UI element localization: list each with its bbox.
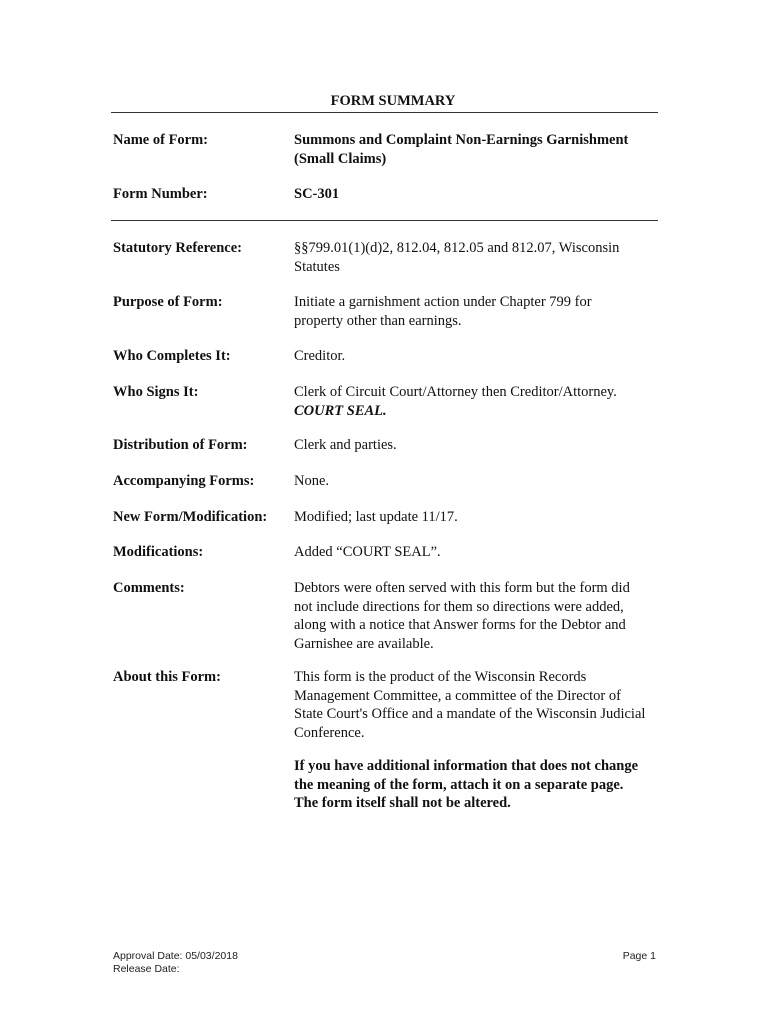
accompanying-forms-value: None. <box>294 473 330 489</box>
about-line: This form is the product of the Wisconsin Records <box>294 669 587 685</box>
section-divider <box>111 220 658 221</box>
comments-line: along with a notice that Answer forms for the Debtor and <box>294 617 626 633</box>
about-line: Conference. <box>294 724 365 741</box>
name-of-form-line: (Small Claims) <box>294 150 387 167</box>
purpose-value <box>294 293 664 330</box>
notice-line: the meaning of the form, attach it on a separate page. <box>294 776 624 793</box>
about-label: About this Form: <box>113 669 221 685</box>
statutory-reference-label: Statutory Reference: <box>113 240 242 256</box>
purpose-line: property other than earnings. <box>294 312 462 329</box>
who-completes-value: Creditor. <box>294 348 346 364</box>
footer-dates <box>113 950 238 976</box>
form-number-value: SC-301 <box>294 186 340 202</box>
page-title: FORM SUMMARY <box>330 93 456 109</box>
name-of-form-value <box>294 131 664 168</box>
distribution-label: Distribution of Form: <box>113 437 248 453</box>
new-modification-value: Modified; last update 11/17. <box>294 509 458 525</box>
page-number: Page 1 <box>622 950 656 962</box>
form-number-label: Form Number: <box>113 186 208 202</box>
purpose-line: Initiate a garnishment action under Chapter 799 for <box>294 294 592 310</box>
comments-line: Debtors were often served with this form but the form did <box>294 580 630 596</box>
purpose-label: Purpose of Form: <box>113 294 223 310</box>
notice-line: The form itself shall not be altered. <box>294 795 511 811</box>
comments-label: Comments: <box>113 580 185 596</box>
modifications-label: Modifications: <box>113 544 204 560</box>
statutory-reference-line: §§799.01(1)(d)2, 812.04, 812.05 and 812.07, Wisconsin <box>294 240 620 256</box>
modifications-value: Added “COURT SEAL”. <box>294 544 441 560</box>
notice-line: If you have additional information that does not change <box>294 758 639 774</box>
title-divider <box>111 112 658 113</box>
who-signs-label: Who Signs It: <box>113 384 199 400</box>
statutory-reference-line: Statutes <box>294 258 340 275</box>
name-of-form-line: Summons and Complaint Non-Earnings Garnishment <box>294 132 629 148</box>
court-seal-emphasis: COURT SEAL. <box>294 402 387 419</box>
accompanying-forms-label: Accompanying Forms: <box>113 473 255 489</box>
about-value <box>294 668 664 742</box>
new-modification-label: New Form/Modification: <box>113 509 268 525</box>
comments-line: not include directions for them so directions were added, <box>294 598 624 615</box>
who-signs-line: Clerk of Circuit Court/Attorney then Creditor/Attorney. <box>294 384 617 400</box>
who-completes-label: Who Completes It: <box>113 348 231 364</box>
alteration-notice <box>294 757 664 813</box>
about-line: State Court's Office and a mandate of the Wisconsin Judicial <box>294 706 646 722</box>
name-of-form-label: Name of Form: <box>113 132 209 148</box>
distribution-value: Clerk and parties. <box>294 437 397 453</box>
approval-date: Approval Date: 05/03/2018 <box>113 950 238 962</box>
comments-line: Garnishee are available. <box>294 635 434 652</box>
comments-value <box>294 579 664 653</box>
who-signs-value <box>294 383 664 420</box>
release-date: Release Date: <box>113 963 180 975</box>
about-line: Management Committee, a committee of the Director of <box>294 687 621 704</box>
statutory-reference-value <box>294 239 664 276</box>
